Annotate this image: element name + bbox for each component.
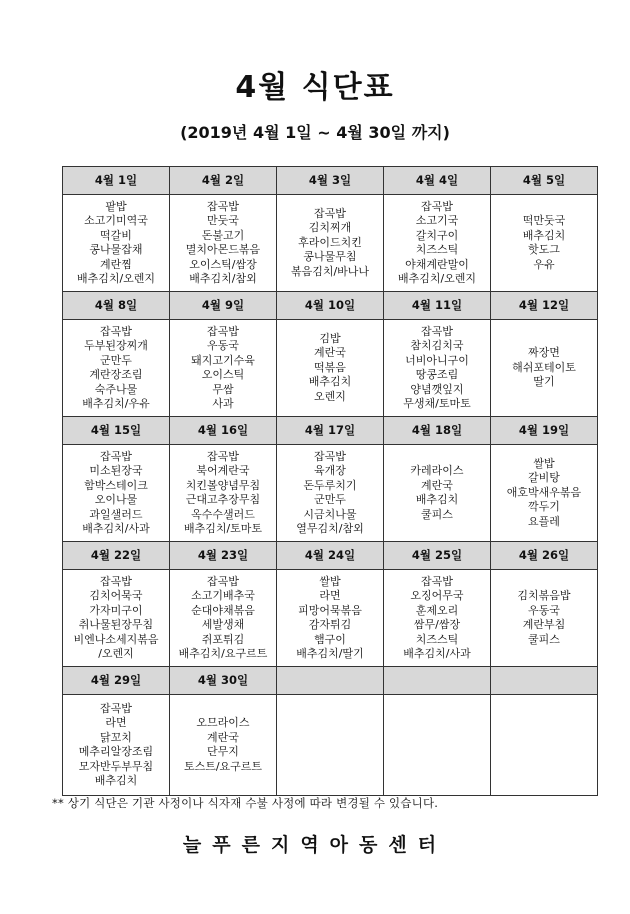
menu-cell xyxy=(277,445,384,542)
date-header-row xyxy=(63,417,598,445)
menu-item: 콩나물무침 xyxy=(303,250,357,264)
menu-item: 김밥 xyxy=(319,331,341,345)
menu-item: 야채계란말이 xyxy=(405,257,469,271)
menu-item: 해쉬포테이토 xyxy=(512,360,576,374)
menu-item: 잡곡밥 xyxy=(207,449,239,463)
date-cell: 4월 9일 xyxy=(170,292,277,320)
menu-cell xyxy=(491,195,598,292)
menu-item: 닭꼬치 xyxy=(100,730,132,744)
menu-item: 치즈스틱 xyxy=(415,243,459,256)
menu-item: 치즈스틱 xyxy=(415,632,459,646)
menu-item: 계란장조림 xyxy=(89,368,143,381)
date-cell: 4월 30일 xyxy=(170,667,277,695)
menu-item: 무생채/토마토 xyxy=(403,397,471,410)
menu-item: 배추김치/참외 xyxy=(189,272,257,285)
menu-item: 세발생채 xyxy=(201,618,245,631)
menu-cell xyxy=(277,695,384,796)
menu-item: 열무김치/참외 xyxy=(296,522,364,535)
menu-item: 후라이드치킨 xyxy=(298,235,362,249)
menu-item: 육개장 xyxy=(314,464,346,477)
menu-item: 배추김치/요구르트 xyxy=(178,647,268,660)
menu-item: 군만두 xyxy=(100,353,132,367)
menu-item: 떡갈비 xyxy=(100,228,132,242)
menu-item: 쌀밥 xyxy=(533,456,555,470)
menu-item: 멸치아몬드볶음 xyxy=(185,243,261,256)
date-cell: 4월 5일 xyxy=(491,167,598,195)
menu-item: 비엔나소세지볶음 xyxy=(73,632,159,646)
menu-item: 계란국 xyxy=(314,346,346,360)
date-cell: 4월 4일 xyxy=(384,167,491,195)
footnote: ** 상기 식단은 기관 사정이나 식자재 수불 사정에 따라 변경될 수 있습니다. xyxy=(52,796,439,810)
menu-item: 볶음김치/바나나 xyxy=(290,264,370,278)
menu-item: 잡곡밥 xyxy=(207,199,239,213)
menu-item: 배추김치/오렌지 xyxy=(397,272,477,285)
menu-item: 감자튀김 xyxy=(308,618,352,631)
menu-cell xyxy=(170,320,277,417)
date-header-row xyxy=(63,292,598,320)
menu-item: 쌈무/쌈장 xyxy=(413,618,461,631)
menu-item: 잡곡밥 xyxy=(421,199,453,213)
menu-item: 오이스틱 xyxy=(201,368,245,381)
menu-item: 핫도그 xyxy=(528,243,560,256)
date-cell: 4월 22일 xyxy=(63,542,170,570)
menu-item: 라면 xyxy=(319,589,341,602)
menu-item: 쥐포튀김 xyxy=(201,632,245,646)
menu-row xyxy=(63,195,598,292)
menu-item: 오이나물 xyxy=(94,493,138,506)
date-cell: 4월 29일 xyxy=(63,667,170,695)
menu-item: 치킨볼양념무침 xyxy=(185,478,261,492)
menu-item: 근대고추장무침 xyxy=(185,493,261,506)
menu-item: 소고기국 xyxy=(415,214,459,227)
date-cell: 4월 17일 xyxy=(277,417,384,445)
menu-item: 배추김치/토마토 xyxy=(183,522,263,535)
menu-cell xyxy=(384,320,491,417)
menu-item: 깍두기 xyxy=(528,500,560,514)
menu-item: 미소된장국 xyxy=(89,464,143,477)
menu-item: 애호박새우볶음 xyxy=(506,485,582,499)
menu-item: 배추김치/오렌지 xyxy=(76,272,156,285)
date-header-row xyxy=(63,667,598,695)
menu-item: 참치김치국 xyxy=(410,339,464,352)
menu-item: 잡곡밥 xyxy=(314,449,346,463)
menu-item: 쿨피스 xyxy=(421,507,453,521)
menu-item: 계란국 xyxy=(207,730,239,744)
menu-item: 잡곡밥 xyxy=(100,324,132,338)
date-cell: 4월 2일 xyxy=(170,167,277,195)
menu-item: 쌀밥 xyxy=(319,574,341,588)
menu-item: 팥밥 xyxy=(105,199,127,213)
date-cell: 4월 23일 xyxy=(170,542,277,570)
date-cell: 4월 3일 xyxy=(277,167,384,195)
date-cell: 4월 18일 xyxy=(384,417,491,445)
menu-item: 쿨피스 xyxy=(528,632,560,646)
date-cell: 4월 12일 xyxy=(491,292,598,320)
menu-item: 잡곡밥 xyxy=(421,574,453,588)
menu-cell xyxy=(170,570,277,667)
menu-item: 김치어묵국 xyxy=(89,589,143,602)
menu-item: 만둣국 xyxy=(207,214,239,227)
menu-item: 배추김치 xyxy=(522,228,566,242)
menu-item: 순대야채볶음 xyxy=(191,603,255,617)
date-cell: 4월 8일 xyxy=(63,292,170,320)
menu-row xyxy=(63,445,598,542)
menu-item: 훈제오리 xyxy=(415,603,459,617)
menu-item: 우유 xyxy=(533,257,555,271)
menu-item: 갈치구이 xyxy=(415,228,459,242)
menu-table xyxy=(62,166,598,796)
menu-item: 배추김치 xyxy=(94,774,138,787)
menu-item: 계란부침 xyxy=(522,618,566,631)
menu-item: 오므라이스 xyxy=(196,716,250,729)
date-cell xyxy=(491,667,598,695)
menu-cell xyxy=(491,695,598,796)
date-cell xyxy=(384,667,491,695)
menu-item: 잡곡밥 xyxy=(100,574,132,588)
menu-item: 옥수수샐러드 xyxy=(191,507,255,521)
date-header-row xyxy=(63,542,598,570)
menu-item: 카레라이스 xyxy=(410,464,464,477)
menu-item: 잡곡밥 xyxy=(100,449,132,463)
menu-item: 배추김치/사과 xyxy=(82,522,150,535)
menu-item: 군만두 xyxy=(314,493,346,506)
menu-item: 배추김치 xyxy=(415,493,459,506)
menu-item: 갈비탕 xyxy=(528,471,560,485)
menu-item: 숙주나물 xyxy=(94,382,138,396)
menu-cell xyxy=(384,695,491,796)
menu-row xyxy=(63,570,598,667)
menu-item: 계란국 xyxy=(421,478,453,492)
menu-item: 돼지고기수육 xyxy=(191,353,255,367)
menu-item: 가자미구이 xyxy=(89,603,143,617)
date-cell xyxy=(277,667,384,695)
menu-cell xyxy=(170,695,277,796)
date-range-subtitle: (2019년 4월 1일 ~ 4월 30일 까지) xyxy=(180,123,450,142)
menu-row xyxy=(63,695,598,796)
menu-item: 무쌈 xyxy=(212,382,234,396)
menu-cell xyxy=(277,320,384,417)
menu-item: 단무지 xyxy=(207,745,239,758)
menu-item: 오렌지 xyxy=(314,389,346,403)
menu-item: 배추김치/우유 xyxy=(82,397,150,410)
menu-item: 토스트/요구르트 xyxy=(183,759,263,773)
menu-item: 요플레 xyxy=(528,514,560,528)
menu-item: 떡만둣국 xyxy=(522,214,566,227)
menu-item: 잡곡밥 xyxy=(207,324,239,338)
menu-cell xyxy=(170,195,277,292)
menu-item: 김치찌개 xyxy=(308,221,352,235)
menu-cell xyxy=(277,195,384,292)
date-header-row xyxy=(63,167,598,195)
menu-item: 오이스틱/쌈장 xyxy=(189,257,257,271)
menu-item: 사과 xyxy=(212,397,234,410)
menu-cell xyxy=(63,570,170,667)
menu-cell xyxy=(63,445,170,542)
menu-cell xyxy=(491,445,598,542)
menu-item: 시금치나물 xyxy=(303,507,357,521)
center-name: 늘푸른지역아동센터 xyxy=(182,834,448,856)
menu-row xyxy=(63,320,598,417)
menu-item: 소고기배추국 xyxy=(191,589,255,602)
menu-item: 오징어무국 xyxy=(410,589,464,602)
menu-cell xyxy=(63,195,170,292)
date-cell: 4월 1일 xyxy=(63,167,170,195)
menu-item: 햄구이 xyxy=(314,632,346,646)
menu-item: 돈불고기 xyxy=(201,228,245,242)
menu-cell xyxy=(384,445,491,542)
date-cell: 4월 11일 xyxy=(384,292,491,320)
menu-item: 우동국 xyxy=(528,603,560,617)
menu-item: 계란찜 xyxy=(100,257,132,271)
menu-item: 배추김치/사과 xyxy=(403,647,471,660)
menu-item: 콩나물잡채 xyxy=(89,243,143,256)
menu-item: 함박스테이크 xyxy=(84,478,148,492)
menu-item: 취나물된장무침 xyxy=(78,618,154,631)
menu-cell xyxy=(170,445,277,542)
page-title: 4월 식단표 xyxy=(235,70,395,105)
menu-item: 양념깻잎지 xyxy=(410,382,464,396)
menu-cell xyxy=(63,695,170,796)
date-cell: 4월 16일 xyxy=(170,417,277,445)
date-cell: 4월 26일 xyxy=(491,542,598,570)
menu-cell xyxy=(384,570,491,667)
menu-item: 라면 xyxy=(105,716,127,729)
menu-item: 짜장면 xyxy=(528,346,560,360)
menu-item: 잡곡밥 xyxy=(421,324,453,338)
menu-item: 과일샐러드 xyxy=(89,507,143,521)
menu-item: 두부된장찌개 xyxy=(84,339,148,352)
menu-item: 너비아니구이 xyxy=(405,353,469,367)
menu-item: 메추리알장조림 xyxy=(78,745,154,758)
menu-item: 모자반두부무침 xyxy=(78,759,154,773)
menu-item: 잡곡밥 xyxy=(100,701,132,715)
menu-item: 소고기미역국 xyxy=(84,214,148,227)
date-cell: 4월 19일 xyxy=(491,417,598,445)
date-cell: 4월 24일 xyxy=(277,542,384,570)
menu-item: 배추김치/딸기 xyxy=(296,647,364,660)
menu-cell xyxy=(491,570,598,667)
menu-item: 우동국 xyxy=(207,339,239,352)
menu-item: 딸기 xyxy=(533,375,555,389)
menu-item: 피망어묵볶음 xyxy=(298,603,362,617)
menu-item: 김치볶음밥 xyxy=(517,589,571,602)
menu-item: 잡곡밥 xyxy=(314,206,346,220)
menu-cell xyxy=(491,320,598,417)
menu-item: 땅콩조림 xyxy=(415,368,459,381)
menu-cell xyxy=(384,195,491,292)
menu-cell xyxy=(277,570,384,667)
date-cell: 4월 15일 xyxy=(63,417,170,445)
menu-item: 북어계란국 xyxy=(196,464,250,477)
menu-item: /오렌지 xyxy=(98,647,134,660)
menu-item: 떡볶음 xyxy=(314,360,346,374)
menu-item: 배추김치 xyxy=(308,375,352,389)
date-cell: 4월 10일 xyxy=(277,292,384,320)
menu-cell xyxy=(63,320,170,417)
date-cell: 4월 25일 xyxy=(384,542,491,570)
menu-item: 잡곡밥 xyxy=(207,574,239,588)
menu-item: 돈두루치기 xyxy=(303,478,357,492)
